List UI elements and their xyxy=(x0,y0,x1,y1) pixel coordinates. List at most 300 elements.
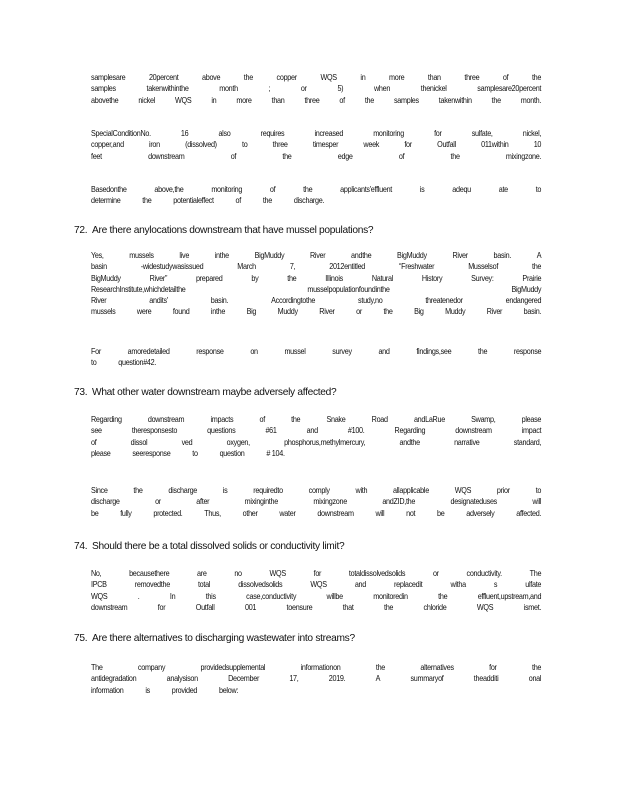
question-text: What other water downstream maybe adversely affected? xyxy=(92,387,337,398)
word: is xyxy=(419,184,425,194)
word: WQS xyxy=(454,485,472,495)
word: endangered xyxy=(505,295,542,306)
word: narrative xyxy=(454,436,480,447)
word: 2019. xyxy=(328,673,346,684)
word: IPCB xyxy=(91,579,107,590)
word: WQS xyxy=(310,579,327,590)
word: ; xyxy=(268,83,271,94)
text-line xyxy=(91,568,541,579)
text-line xyxy=(91,128,541,139)
word: dissol xyxy=(130,436,148,447)
word: the xyxy=(375,662,386,672)
text-line xyxy=(91,437,541,448)
word: mixinginthe xyxy=(244,496,278,507)
word: the xyxy=(282,150,292,161)
word: case,conductivity xyxy=(246,590,297,601)
word: live xyxy=(179,250,190,260)
word: of xyxy=(91,436,97,447)
word: Regarding xyxy=(394,425,426,436)
word: the xyxy=(287,272,297,283)
question-number: 75. xyxy=(74,633,88,644)
word: Muddy xyxy=(277,306,298,317)
word: In xyxy=(169,590,176,601)
word: BigMuddy xyxy=(91,272,121,283)
word: mussels xyxy=(91,306,116,317)
word: toensure xyxy=(286,601,313,612)
word: andits' xyxy=(149,295,168,306)
question-heading xyxy=(74,386,336,399)
word: the xyxy=(142,195,152,206)
text-line xyxy=(91,273,541,284)
word: for xyxy=(404,139,412,150)
word: River” xyxy=(149,272,168,283)
word: mixingzone. xyxy=(505,150,542,161)
word: of xyxy=(398,150,405,161)
text-line xyxy=(91,357,541,368)
word: protected. xyxy=(153,507,183,518)
question-number: 74. xyxy=(74,541,88,552)
paragraph xyxy=(91,250,541,318)
word: A xyxy=(536,250,542,260)
word: Regarding xyxy=(91,414,122,424)
word: the xyxy=(532,662,542,672)
word: seeresponse xyxy=(132,447,171,458)
word: with xyxy=(355,485,368,495)
word: witha xyxy=(450,579,466,590)
paragraph xyxy=(91,485,541,519)
word: when xyxy=(373,83,391,94)
text-line xyxy=(91,261,541,272)
word: to xyxy=(91,357,97,368)
word: questions xyxy=(207,425,236,436)
word: also xyxy=(218,128,231,138)
word: abovethe xyxy=(91,94,119,105)
word: basin. xyxy=(493,250,512,260)
word: the xyxy=(383,601,394,612)
word: ulfate xyxy=(525,579,542,590)
word: discharge. xyxy=(293,195,325,206)
word: to xyxy=(535,485,542,495)
text-line xyxy=(91,83,541,94)
word: for xyxy=(313,568,322,578)
word: The xyxy=(91,662,103,672)
word: feet xyxy=(91,150,102,161)
text-line xyxy=(91,72,541,83)
word: will xyxy=(532,496,542,507)
text-line xyxy=(91,414,541,425)
word: is xyxy=(145,684,150,695)
word: basin xyxy=(91,261,107,272)
word: For xyxy=(91,346,101,356)
word: mussel xyxy=(284,346,306,356)
text-line xyxy=(91,284,541,295)
word: theresponsesto xyxy=(131,425,178,436)
word: replacedit xyxy=(394,579,423,590)
word: samples xyxy=(91,83,116,94)
word: discharge xyxy=(168,485,198,495)
word: adequ xyxy=(452,184,471,194)
word: removedthe xyxy=(134,579,170,590)
word: standard, xyxy=(513,436,542,447)
word: information xyxy=(91,684,124,695)
word: Musselsof xyxy=(468,261,499,272)
word: monitoredin xyxy=(373,590,408,601)
word: allapplicable xyxy=(393,485,429,495)
text-line xyxy=(91,425,541,436)
word: andLaRue xyxy=(413,414,445,424)
word: see xyxy=(91,425,102,436)
word: in xyxy=(360,72,366,82)
word: the xyxy=(450,150,460,161)
word: the xyxy=(133,485,143,495)
word: the xyxy=(291,414,301,424)
word: no xyxy=(234,568,242,578)
word: will xyxy=(375,507,385,518)
word: andthe xyxy=(399,436,420,447)
word: or xyxy=(300,83,307,94)
word: please xyxy=(521,414,542,424)
word: downstream xyxy=(317,507,354,518)
word: more xyxy=(389,72,405,82)
text-line xyxy=(91,250,541,261)
word: designateduses xyxy=(450,496,497,507)
word: on xyxy=(250,346,258,356)
word: edge xyxy=(337,150,353,161)
question-text: Are there alternatives to discharging wastewater into streams? xyxy=(92,633,355,644)
word: WQS xyxy=(320,72,337,82)
word: three xyxy=(464,72,480,82)
word: Prairie xyxy=(522,272,542,283)
word: 17, xyxy=(289,673,299,684)
word: conductivity. xyxy=(466,568,502,578)
word: Outfall xyxy=(195,601,215,612)
word: mixingzone xyxy=(313,496,347,507)
word: above xyxy=(202,72,221,82)
word: Accordingtothe xyxy=(271,295,316,306)
word: fully xyxy=(120,507,132,518)
word: 2012entitled xyxy=(329,261,366,272)
question-number: 72. xyxy=(74,225,88,236)
word: monitoring xyxy=(373,128,404,138)
word: below: xyxy=(218,684,239,695)
word: copper xyxy=(276,72,297,82)
word: than xyxy=(427,72,441,82)
word: were xyxy=(136,306,152,317)
word: requiredto xyxy=(253,485,283,495)
word: 001 xyxy=(244,601,257,612)
word: March xyxy=(237,261,256,272)
word: affected. xyxy=(516,507,542,518)
word: inthe xyxy=(210,306,226,317)
word: or xyxy=(432,568,439,578)
question-text: Should there be a total dissolved solids or conductivity limit? xyxy=(92,541,345,552)
word: Road xyxy=(371,414,388,424)
word: Big xyxy=(414,306,424,317)
word: oxygen, xyxy=(226,436,250,447)
word: chloride xyxy=(423,601,447,612)
word: summaryof xyxy=(410,673,444,684)
word: the xyxy=(383,306,393,317)
text-line xyxy=(91,508,541,519)
word: Natural xyxy=(371,272,394,283)
word: study,no xyxy=(358,295,383,306)
word: informationon xyxy=(300,662,341,672)
word: providedsupplemental xyxy=(200,662,266,672)
word: 011within xyxy=(481,139,509,150)
word: of xyxy=(339,94,345,105)
word: downstream xyxy=(455,425,492,436)
word: month. xyxy=(520,94,542,105)
word: of xyxy=(269,184,276,194)
word: dissolvedsolids xyxy=(238,579,283,590)
word: for xyxy=(434,128,442,138)
word: antidegradation xyxy=(91,673,137,684)
text-line xyxy=(91,673,541,684)
word: are xyxy=(197,568,207,578)
word: Outfall xyxy=(437,139,456,150)
paragraph xyxy=(91,346,541,369)
word: that xyxy=(342,601,354,612)
word: 20percent xyxy=(148,72,179,82)
word: or xyxy=(155,496,161,507)
word: to xyxy=(192,447,198,458)
word: Since xyxy=(91,485,108,495)
word: ved xyxy=(181,436,193,447)
word: adversely xyxy=(466,507,495,518)
word: BigMuddy xyxy=(397,250,427,260)
word: . xyxy=(137,590,140,601)
question-number: 73. xyxy=(74,387,88,398)
word: totaldissolvedsolids xyxy=(348,568,406,578)
word: potentialeffect xyxy=(173,195,214,206)
word: nickel xyxy=(138,94,156,105)
word: other xyxy=(242,507,258,518)
word: nickel, xyxy=(522,128,542,138)
word: by xyxy=(251,272,259,283)
paragraph xyxy=(91,662,541,696)
text-line xyxy=(91,184,541,195)
text-line xyxy=(91,485,541,496)
word: Snake xyxy=(326,414,346,424)
word: the xyxy=(532,261,542,272)
word: the xyxy=(438,590,448,601)
word: WQS xyxy=(91,590,108,601)
word: monitoring xyxy=(211,184,243,194)
word: requires xyxy=(260,128,285,138)
word: be xyxy=(91,507,99,518)
word: takenwithinthe xyxy=(146,83,189,94)
word: (dissolved) xyxy=(185,139,217,150)
word: Yes, xyxy=(91,250,104,260)
text-line xyxy=(91,685,541,696)
word: water xyxy=(279,507,296,518)
word: determine xyxy=(91,195,121,206)
word: in xyxy=(211,94,217,105)
text-line xyxy=(91,139,541,150)
word: BigMuddy xyxy=(254,250,285,260)
word: theadditi xyxy=(473,673,499,684)
word: #61 xyxy=(265,425,277,436)
word: amoredetailed xyxy=(127,346,170,356)
word: downstream xyxy=(148,150,185,161)
word: No, xyxy=(91,568,102,578)
word: the xyxy=(478,346,488,356)
word: after xyxy=(196,496,210,507)
word: company xyxy=(137,662,166,672)
text-line xyxy=(91,306,541,317)
word: found xyxy=(172,306,190,317)
word: A xyxy=(375,673,381,684)
word: the xyxy=(491,94,501,105)
word: increased xyxy=(314,128,344,138)
word: onal xyxy=(528,673,542,684)
word: copper,and xyxy=(91,139,124,150)
word: “Freshwater xyxy=(398,261,435,272)
text-line xyxy=(91,662,541,673)
question-heading xyxy=(74,540,344,553)
word: threatenedor xyxy=(425,295,463,306)
word: than xyxy=(271,94,285,105)
word: sulfate, xyxy=(471,128,493,138)
question-heading xyxy=(74,632,355,645)
word: andthe xyxy=(351,250,372,260)
word: ismet. xyxy=(523,601,542,612)
word: this xyxy=(205,590,216,601)
word: Swamp, xyxy=(471,414,496,424)
word: the xyxy=(364,94,375,105)
word: of xyxy=(230,150,237,161)
word: for xyxy=(489,662,497,672)
word: 7, xyxy=(289,261,296,272)
word: ate xyxy=(498,184,508,194)
word: Survey: xyxy=(471,272,494,283)
paragraph xyxy=(91,184,541,207)
word: more xyxy=(236,94,252,105)
word: comply xyxy=(308,485,330,495)
word: River xyxy=(310,250,326,260)
word: analysison xyxy=(166,673,198,684)
word: mussels xyxy=(129,250,154,260)
word: Basedonthe xyxy=(91,184,127,194)
word: Big xyxy=(246,306,257,317)
word: downstream xyxy=(91,601,128,612)
text-line xyxy=(91,295,541,306)
word: basin. xyxy=(523,306,542,317)
word: impacts xyxy=(210,414,234,424)
word: takenwithin xyxy=(438,94,472,105)
word: River xyxy=(91,295,107,306)
word: samplesare20percent xyxy=(477,83,542,94)
word: prior xyxy=(496,485,510,495)
word: of xyxy=(502,72,509,82)
paragraph xyxy=(91,128,541,162)
word: not xyxy=(406,507,416,518)
word: response xyxy=(196,346,224,356)
word: samples xyxy=(393,94,419,105)
word: the xyxy=(262,195,272,206)
word: for xyxy=(157,601,166,612)
word: River xyxy=(486,306,503,317)
paragraph xyxy=(91,414,541,459)
word: Illinois xyxy=(325,272,343,283)
word: Thus, xyxy=(204,507,221,518)
word: response xyxy=(513,346,542,356)
text-line xyxy=(91,602,541,613)
word: and xyxy=(378,346,390,356)
word: musselpopulationfoundinthe xyxy=(307,283,390,294)
word: findings,see xyxy=(416,346,452,356)
word: question#42. xyxy=(118,357,157,368)
word: willbe xyxy=(326,590,343,601)
word: provided xyxy=(171,684,198,695)
word: timesper xyxy=(312,139,339,150)
word: The xyxy=(529,568,542,578)
word: to xyxy=(535,184,542,194)
word: December xyxy=(228,673,260,684)
word: question xyxy=(219,447,245,458)
word: 16 xyxy=(180,128,189,138)
word: the xyxy=(531,72,542,82)
word: above,the xyxy=(154,184,184,194)
word: River xyxy=(319,306,335,317)
word: month xyxy=(219,83,238,94)
word: 10 xyxy=(533,139,542,150)
text-line xyxy=(91,579,541,590)
word: #100. xyxy=(347,425,365,436)
word: total xyxy=(197,579,211,590)
text-line xyxy=(91,496,541,507)
word: of xyxy=(235,195,241,206)
word: prepared xyxy=(195,272,223,283)
word: downstream xyxy=(147,414,185,424)
word: ResearchInstitute,whichdetailthe xyxy=(91,283,186,294)
paragraph xyxy=(91,568,541,613)
word: WQS xyxy=(175,94,192,105)
word: -widestudywasissued xyxy=(140,261,204,272)
word: is xyxy=(222,485,228,495)
word: or xyxy=(356,306,362,317)
word: and xyxy=(354,579,366,590)
question-text: Are there anylocations downstream that have mussel populations? xyxy=(92,225,374,236)
word: basin. xyxy=(210,295,229,306)
word: alternatives xyxy=(420,662,454,672)
word: inthe xyxy=(214,250,229,260)
text-line xyxy=(91,448,541,459)
word: applicants'effluent xyxy=(340,184,393,194)
word: River xyxy=(452,250,468,260)
word: iron xyxy=(149,139,160,150)
word: three xyxy=(272,139,288,150)
word: SpecialConditionNo. xyxy=(91,128,151,138)
word: andZID,the xyxy=(382,496,416,507)
word: WQS xyxy=(269,568,286,578)
word: # 104. xyxy=(266,447,285,458)
paragraph xyxy=(91,72,541,106)
text-line xyxy=(91,95,541,106)
word: thenickel xyxy=(420,83,447,94)
word: week xyxy=(363,139,380,150)
text-line xyxy=(91,591,541,602)
word: survey xyxy=(332,346,352,356)
word: becausethere xyxy=(129,568,170,578)
word: WQS xyxy=(476,601,494,612)
text-line xyxy=(91,151,541,162)
word: three xyxy=(304,94,320,105)
word: History xyxy=(421,272,443,283)
text-line xyxy=(91,346,541,357)
word: to xyxy=(242,139,248,150)
word: phosphorus,methylmercury, xyxy=(284,436,366,447)
